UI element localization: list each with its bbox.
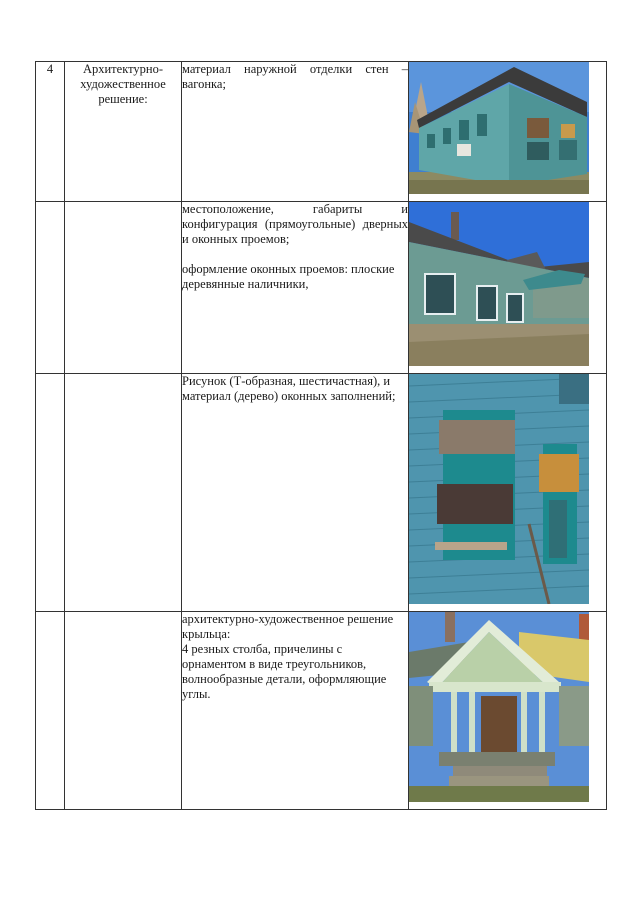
- boarded-windows-photo: [409, 374, 589, 604]
- photo-cell: [409, 374, 607, 612]
- house-side-windows-photo: [409, 202, 589, 366]
- row-description: [182, 62, 409, 202]
- table-row: [36, 62, 607, 202]
- description-text: Рисунок (Т-образная, шестичастная), и материал (дерево) оконных заполнений;: [182, 374, 396, 403]
- photo-cell: [409, 612, 607, 810]
- data-table: [35, 61, 607, 810]
- carved-porch-photo: [409, 612, 589, 802]
- row-description: [182, 374, 409, 612]
- row-description: [182, 612, 409, 810]
- empty-cell: [36, 202, 65, 374]
- row-description: [182, 202, 409, 374]
- empty-cell: [36, 612, 65, 810]
- description-text: местоположение, габариты и конфигурация (прямоугольные) дверных и оконных проемов;: [182, 202, 408, 246]
- table-row: [36, 202, 607, 374]
- description-text: архитектурно-художественное решение крыльца:: [182, 612, 394, 641]
- photo-cell: [409, 202, 607, 374]
- row-name: Архитектурно-художественное решение:: [65, 62, 182, 202]
- description-text: материал наружной отделки стен – вагонка;: [182, 62, 408, 91]
- empty-cell: [65, 612, 182, 810]
- row-number: 4: [36, 62, 65, 202]
- photo-cell: [409, 62, 607, 202]
- empty-cell: [36, 374, 65, 612]
- description-text: 4 резных столба, причелины с орнаментом в виде треугольников, волнообразные детали, оформляющие углы.: [182, 642, 387, 701]
- description-text: оформление оконных проемов: плоские деревянные наличники,: [182, 262, 395, 291]
- empty-cell: [65, 202, 182, 374]
- table-row: [36, 612, 607, 810]
- house-corner-photo: [409, 62, 589, 194]
- table-row: [36, 374, 607, 612]
- empty-cell: [65, 374, 182, 612]
